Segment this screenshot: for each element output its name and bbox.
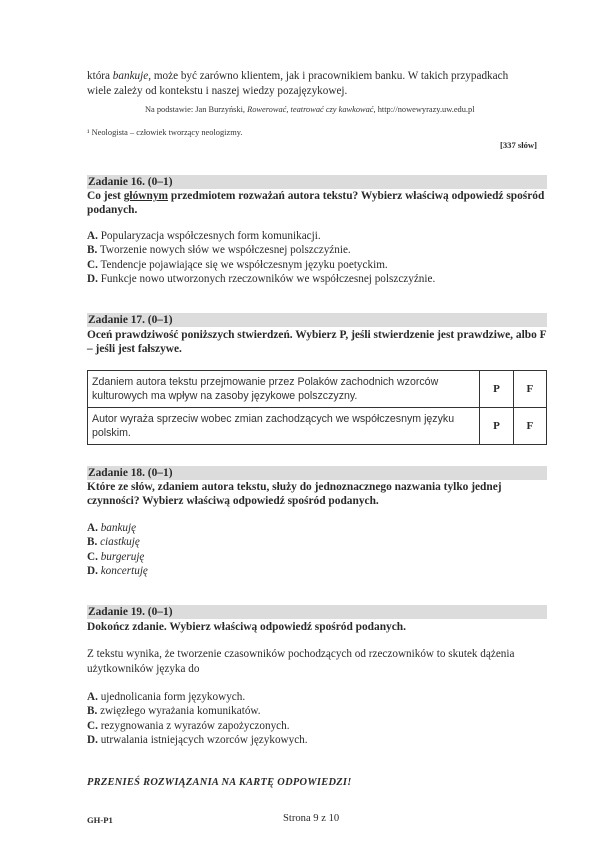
question-emphasis: głównym <box>123 190 169 202</box>
option-letter: B. <box>87 705 98 717</box>
task-19-stem: Z tekstu wynika, że tworzenie czasowników pochodzących od rzeczowników to skutek dążenia użytkowników języka do <box>87 648 515 675</box>
intro-text: która <box>87 70 113 82</box>
table-row <box>88 371 547 408</box>
task-19-option-c <box>87 719 290 734</box>
intro-line-1 <box>87 69 547 84</box>
exam-code: GH-P1 <box>87 815 113 825</box>
option-text: Popularyzacja współczesnych form komunikacji. <box>100 230 321 242</box>
task-17-title: Zadanie 17. (0–1) <box>88 314 173 326</box>
task-16-option-b <box>87 243 351 258</box>
statement-cell: Autor wyraża sprzeciw wobec zmian zachodzących we współczesnym języku polskim. <box>88 408 480 445</box>
transfer-answers-note: PRZENIEŚ ROZWIĄZANIA NA KARTĘ ODPOWIEDZI! <box>87 777 352 788</box>
task-16-option-c <box>87 258 388 273</box>
task-18-option-b <box>87 535 140 550</box>
page-number: Strona 9 z 10 <box>283 813 340 824</box>
task-18-option-d <box>87 564 148 579</box>
option-letter: B. <box>87 536 98 548</box>
task-18-question: Które ze słów, zdaniem autora tekstu, służy do jednoznacznego nazwania tylko jednej czynności? Wybierz właściwą odpowiedź spośród podanych. <box>87 481 502 507</box>
option-letter: A. <box>87 230 98 242</box>
option-letter: C. <box>87 259 98 271</box>
answer-p-cell[interactable]: P <box>480 371 513 408</box>
intro-line-2: wiele zależy od kontekstu i naszej wiedzy pozajęzykowej. <box>87 85 348 97</box>
option-letter: D. <box>87 565 98 577</box>
option-letter: C. <box>87 551 98 563</box>
task-17-question: Oceń prawdziwość poniższych stwierdzeń. Wybierz P, jeśli stwierdzenie jest prawdziwe, albo F – jeśli jest fałszywe. <box>87 329 547 355</box>
option-text: bankuję <box>100 522 137 534</box>
true-false-table <box>87 370 547 445</box>
answer-f-cell[interactable]: F <box>513 408 546 445</box>
task-18-option-c <box>87 550 144 565</box>
question-text: przedmiotem rozważań autora tekstu? Wybierz właściwą odpowiedź spośród podanych. <box>87 190 545 216</box>
task-16-title: Zadanie 16. (0–1) <box>88 176 173 188</box>
option-text: burgeruję <box>100 551 145 563</box>
source-suffix: , http://nowewyrazy.uw.edu.pl <box>373 105 475 114</box>
option-text: ujednolicania form językowych. <box>100 691 246 703</box>
option-text: rezygnowania z wyrazów zapożyczonych. <box>100 720 290 732</box>
option-letter: C. <box>87 720 98 732</box>
word-count: [337 słów] <box>500 140 537 150</box>
option-letter: A. <box>87 522 98 534</box>
task-16-option-a <box>87 229 321 244</box>
intro-text: , może być zarówno klientem, jak i pracownikiem banku. W takich przypadkach <box>148 70 509 82</box>
option-text: koncertuję <box>100 565 148 577</box>
source-title: Rowerować, teatrować czy kawkować <box>247 105 374 114</box>
intro-italic-word: bankuje <box>112 70 149 82</box>
option-letter: D. <box>87 734 98 746</box>
option-letter: A. <box>87 691 98 703</box>
task-19-option-a <box>87 690 245 705</box>
option-letter: B. <box>87 244 98 256</box>
task-19-option-b <box>87 704 261 719</box>
source-citation <box>145 104 475 115</box>
task-19-title: Zadanie 19. (0–1) <box>88 606 173 618</box>
table-row <box>88 408 547 445</box>
intro-paragraph <box>87 69 547 99</box>
task-16-question <box>87 189 547 217</box>
source-prefix: Na podstawie: Jan Burzyński, <box>145 105 248 114</box>
option-text: ciastkuję <box>100 536 140 548</box>
option-text: Funkcje nowo utworzonych rzeczowników we współczesnej polszczyźnie. <box>100 273 436 285</box>
option-letter: D. <box>87 273 98 285</box>
option-text: Tworzenie nowych słów we współczesnej polszczyźnie. <box>99 244 351 256</box>
task-18-option-a <box>87 521 136 536</box>
answer-f-cell[interactable]: F <box>513 371 546 408</box>
answer-p-cell[interactable]: P <box>480 408 513 445</box>
footnote: ¹ Neologista – człowiek tworzący neologizmy. <box>87 128 243 137</box>
option-text: Tendencje pojawiające się we współczesnym języku poetyckim. <box>100 259 388 271</box>
statement-cell: Zdaniem autora tekstu przejmowanie przez Polaków zachodnich wzorców kulturowych ma wpływ na zasoby językowe polszczyzny. <box>88 371 480 408</box>
task-19-option-d <box>87 733 308 748</box>
task-18-title: Zadanie 18. (0–1) <box>88 467 173 479</box>
question-text: Co jest <box>87 190 124 202</box>
task-16-option-d <box>87 272 435 287</box>
task-19-question: Dokończ zdanie. Wybierz właściwą odpowiedź spośród podanych. <box>87 621 406 633</box>
option-text: zwięzłego wyrażania komunikatów. <box>100 705 261 717</box>
option-text: utrwalania istniejących wzorców językowych. <box>100 734 308 746</box>
